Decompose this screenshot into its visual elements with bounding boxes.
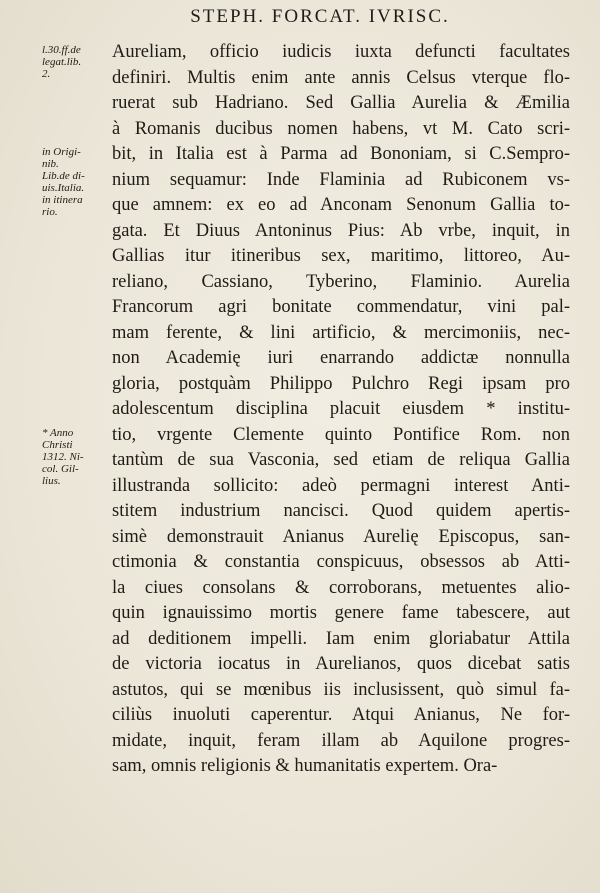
text-line: simè demonstrauit Anianus Aurelię Episcopus, san- <box>112 526 570 547</box>
text-line: bit, in Italia est à Parma ad Bononiam, si C.Sempro- <box>112 144 570 164</box>
text-line: gata. Et Diuus Antoninus Pius: Ab vrbe, inquit, in <box>112 220 570 241</box>
margin-note: l.30.ff.de legat.lib. 2. <box>42 44 82 80</box>
text-line: Francorum agri bonitate commendatur, vini pal- <box>112 297 570 317</box>
text-line: mam ferente, & lini artificio, & mercimoniis, nec- <box>112 322 570 343</box>
text-line: gloria, postquàm Philippo Pulchro Regi ipsam pro <box>112 373 570 394</box>
text-line: à Romanis ducibus nomen habens, vt M. Cato scri- <box>112 118 570 139</box>
text-line: reliano, Cassiano, Tyberino, Flaminio. Aurelia <box>112 271 570 292</box>
text-line: sam, omnis religionis & humanitatis expertem. Ora- <box>112 756 498 776</box>
text-line: illustranda sollicito: adeò permagni interest Anti- <box>112 475 570 496</box>
body-text <box>112 40 570 780</box>
text-line: ctimonia & constantia conspicuus, obsessos ab Atti- <box>112 552 570 572</box>
text-line: de victoria iocatus in Aurelianos, quos dicebat satis <box>112 654 570 674</box>
text-line: definiri. Multis enim ante annis Celsus vterque flo- <box>112 67 570 88</box>
text-line: Gallias itur itineribus sex, maritimo, littoreo, Au- <box>112 246 570 266</box>
text-line: nium sequamur: Inde Flaminia ad Rubiconem vs- <box>112 169 570 190</box>
text-line: que amnem: ex eo ad Anconam Senonum Gallia to- <box>112 195 570 215</box>
text-line: astutos, qui se mœnibus iis inclusissent, quò simul fa- <box>112 679 570 700</box>
text-line: quin ignauissimo mortis genere fame tabescere, aut <box>112 603 570 623</box>
text-line: midate, inquit, feram illam ab Aquilone progres- <box>112 730 570 751</box>
text-line: adolescentum disciplina placuit eiusdem * institu- <box>112 399 570 419</box>
text-line: la ciues consolans & corroborans, metuentes alio- <box>112 577 570 598</box>
text-line: Aureliam, officio iudicis iuxta defuncti facultates <box>112 42 570 62</box>
text-line: ad deditionem impelli. Iam enim gloriabatur Attila <box>112 628 570 649</box>
text-line: stitem industrium nancisci. Quod quidem apertis- <box>112 501 570 521</box>
text-line: ruerat sub Hadriano. Sed Gallia Aurelia & Æmilia <box>112 93 570 113</box>
running-head: STEPH. FORCAT. IVRISC. <box>190 6 450 27</box>
text-line: tantùm de sua Vasconia, sed etiam de reliqua Gallia <box>112 450 570 470</box>
text-line: non Academię iuri enarrando addictæ nonnulla <box>112 348 570 368</box>
text-line: tio, vrgente Clemente quinto Pontifice Rom. non <box>112 424 570 445</box>
margin-note: * Anno Christi 1312. Ni- col. Gil- lius. <box>42 426 84 487</box>
margin-note: in Origi- nib. Lib.de di- uis.Italia. in itinera rio. <box>42 146 85 218</box>
text-line: ciliùs inuoluti caperentur. Atqui Anianus, Ne for- <box>112 705 570 725</box>
